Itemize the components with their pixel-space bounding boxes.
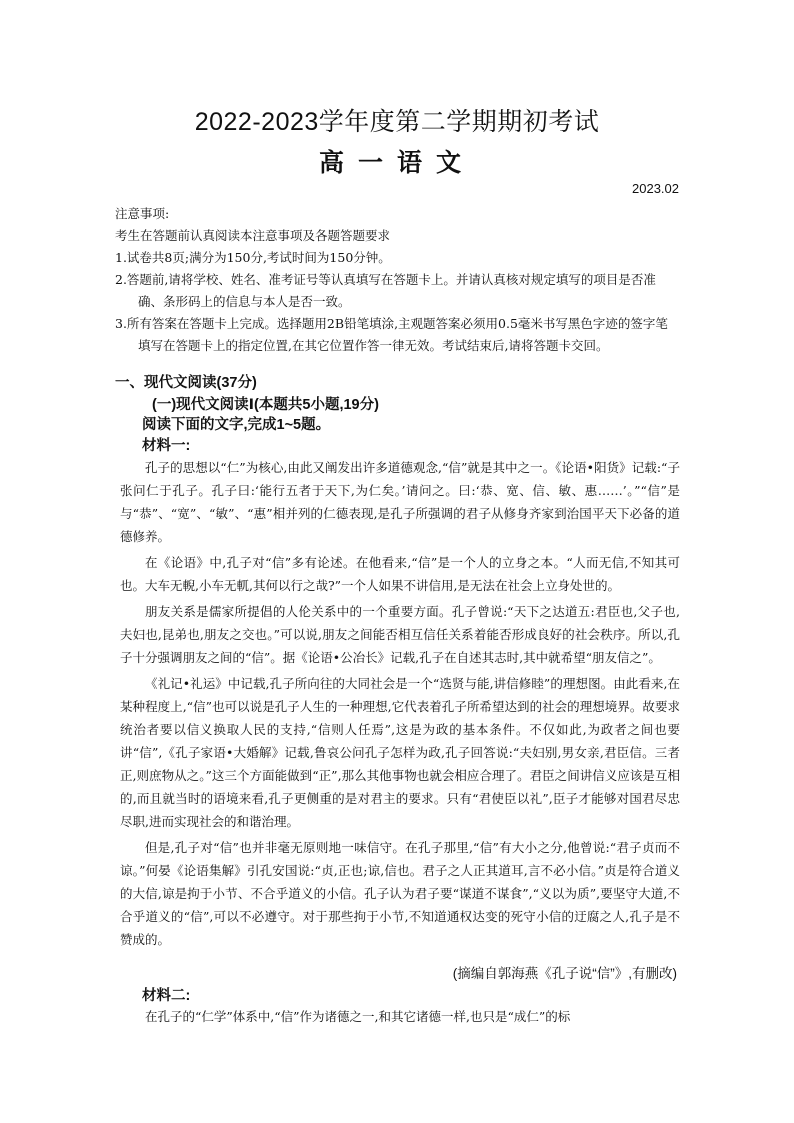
material2-label: 材料二: (142, 988, 191, 1004)
notes-line: 1.试卷共8页;满分为150分,考试时间为150分钟。 (115, 250, 391, 265)
reading-instruction: 阅读下面的文字,完成1~5题。 (142, 417, 331, 433)
material1-label: 材料一: (142, 438, 191, 454)
material2-body (120, 1005, 680, 1028)
paragraph: 朋友关系是儒家所提倡的人伦关系中的一个重要方面。孔子曾说:“天下之达道五:君臣也,父子也,夫妇也,昆弟也,朋友之交也。”可以说,朋友之间能否相互信任关系着能否形成良好的社会秩序。所以,孔子十分强调朋友之间的“信”。据《论语•公冶长》记载,孔子在自述其志时,其中就希望“朋友信之”。 (120, 604, 680, 665)
section-title: 一、现代文阅读(37分) (115, 375, 257, 391)
exam-date: 2023.02 (632, 181, 679, 196)
material1-body (120, 456, 680, 954)
notes-block (115, 203, 680, 357)
notes-line: 考生在答题前认真阅读本注意事项及各题答题要求 (115, 228, 391, 243)
paragraph: 但是,孔子对“信”也并非毫无原则地一味信守。在孔子那里,“信”有大小之分,他曾说:“君子贞而不谅。”何晏《论语集解》引孔安国说:“贞,正也;谅,信也。君子之人正其道耳,言不必小信。”贞是符合道义的大信,谅是拘于小节、不合乎道义的小信。孔子认为君子要“谋道不谋食”,“义以为质”,要坚守大道,不合乎道义的“信”,可以不必遵守。对于那些拘于小节,不知道通权达变的死守小信的迂腐之人,孔子是不赞成的。 (120, 840, 680, 947)
section-subtitle: (一)现代文阅读Ⅰ(本题共5小题,19分) (152, 397, 379, 413)
paragraph: 孔子的思想以“仁”为核心,由此又阐发出许多道德观念,“信”就是其中之一。《论语•阳货》记载:“子张问仁于孔子。孔子曰:‘能行五者于天下,为仁矣。’请问之。曰:‘恭、宽、信、敏、惠……’。”“信”是与“恭”、“宽”、“敏”、“惠”相并列的仁德表现,是孔子所强调的君子从修身齐家到治国平天下必备的道德修养。 (120, 460, 680, 544)
paragraph: 在孔子的“仁学”体系中,“信”作为诸德之一,和其它诸德一样,也只是“成仁”的标 (145, 1009, 571, 1024)
material1-source: (摘编自郭海燕《孔子说“信”》,有删改) (452, 966, 677, 981)
notes-line: 3.所有答案在答题卡上完成。选择题用2B铅笔填涂,主观题答案必须用0.5毫米书写黑色字迹的签字笔填写在答题卡上的指定位置,在其它位置作答一律无效。考试结束后,请将答题卡交回。 (115, 316, 668, 353)
subject-title: 高一语文 (318, 148, 475, 177)
paragraph: 在《论语》中,孔子对“信”多有论述。在他看来,“信”是一个人的立身之本。“人而无信,不知其可也。大车无輗,小车无軏,其何以行之哉?”一个人如果不讲信用,是无法在社会上立身处世的。 (120, 555, 680, 593)
notes-line: 2.答题前,请将学校、姓名、准考证号等认真填写在答题卡上。并请认真核对规定填写的项目是否准确、条形码上的信息与本人是否一致。 (115, 272, 656, 309)
notes-heading: 注意事项: (115, 206, 170, 221)
paragraph: 《礼记•礼运》中记载,孔子所向往的大同社会是一个“选贤与能,讲信修睦”的理想图。由此看来,在某种程度上,“信”也可以说是孔子人生的一种理想,它代表着孔子所希望达到的社会的理想境界。故要求统治者要以信义换取人民的支持,“信则人任焉”,这是为政的基本条件。不仅如此,为政者之间也要讲“信”,《孔子家语•大婚解》记载,鲁哀公问孔子怎样为政,孔子回答说:“夫妇别,男女亲,君臣信。三者正,则庶物从之。”这三个方面能做到“正”,那么其他事物也就会相应合理了。君臣之间讲信义应该是互相的,而且就当时的语境来看,孔子更侧重的是对君主的要求。只有“君使臣以礼”,臣子才能够对国君尽忠尽职,进而实现社会的和谐治理。 (120, 676, 680, 829)
exam-title: 2022-2023学年度第二学期期初考试 (194, 108, 600, 136)
